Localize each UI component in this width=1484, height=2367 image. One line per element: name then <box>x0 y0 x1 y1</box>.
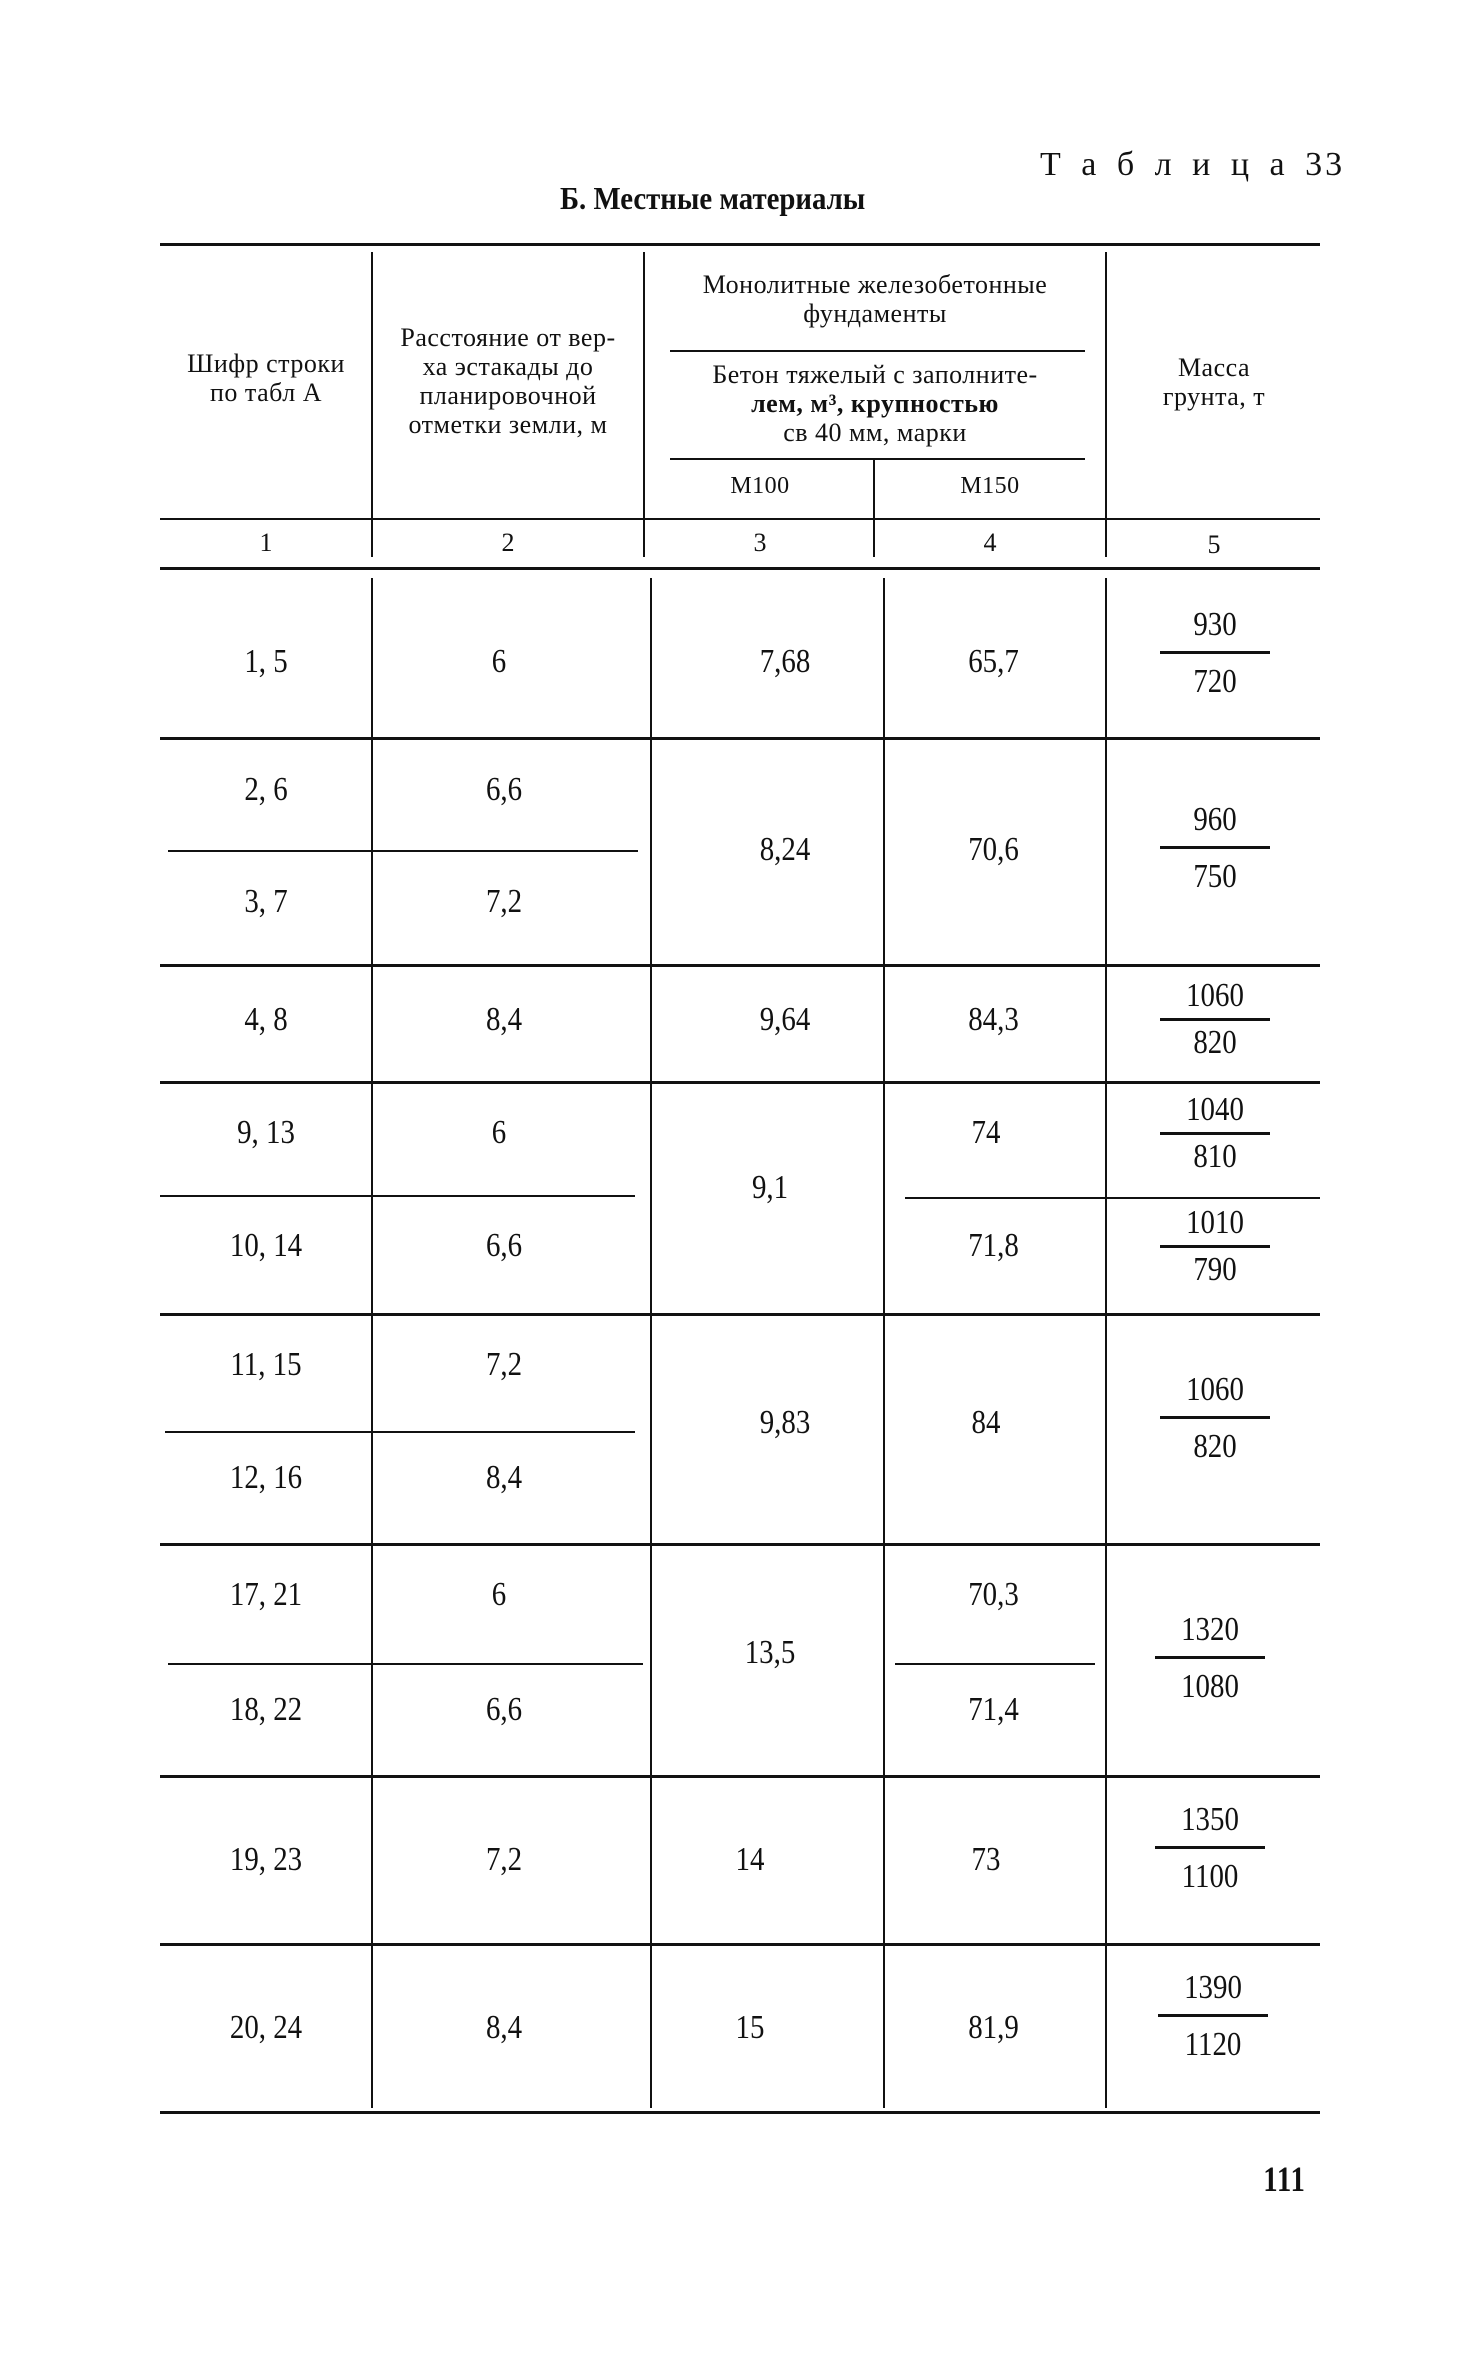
cell-code: 4, 8 <box>244 1001 288 1038</box>
cell-mass-fraction <box>1143 1968 1283 2065</box>
header-rule <box>670 350 1085 352</box>
cell-mass-fraction <box>1140 1800 1280 1897</box>
header-text: Монолитные железобетонные <box>702 270 1048 299</box>
header-col-m150: М150 <box>960 473 1020 499</box>
mass-value-2: 820 <box>1193 1428 1237 1465</box>
cell-code: 3, 7 <box>244 883 288 920</box>
header-text: отметки земли, м <box>408 410 608 439</box>
header-rule <box>670 458 1085 460</box>
header-text: Шифр строки <box>187 349 345 378</box>
cell-m100-merged: 9,83 <box>759 1404 811 1441</box>
cell-distance: 7,2 <box>485 1841 523 1878</box>
cell-distance: 8,4 <box>485 1459 523 1496</box>
cell-code: 17, 21 <box>229 1576 303 1613</box>
fraction-bar <box>1160 1245 1270 1248</box>
header-text: по табл А <box>210 378 322 407</box>
column-divider <box>883 578 885 2108</box>
header-text: Расстояние от вер- <box>400 323 616 352</box>
cell-code: 20, 24 <box>229 2009 303 2046</box>
header-col-mass <box>1108 353 1320 411</box>
header-text: Бетон тяжелый с заполните- <box>712 360 1038 389</box>
mass-value-2: 720 <box>1193 663 1237 700</box>
header-bottom-rule <box>160 567 1320 570</box>
cell-m100: 9,64 <box>759 1001 811 1038</box>
header-text: грунта, т <box>1162 382 1266 411</box>
group-rule <box>160 1313 1320 1316</box>
cell-distance: 8,4 <box>485 1001 523 1038</box>
cell-distance: 7,2 <box>485 1346 523 1383</box>
cell-mass-fraction <box>1145 976 1285 1063</box>
page-number: 111 <box>1263 2159 1306 2199</box>
row-rule <box>895 1663 1095 1665</box>
cell-mass-fraction <box>1145 1090 1285 1177</box>
cell-mass-fraction <box>1145 1203 1285 1290</box>
cell-code: 18, 22 <box>229 1691 303 1728</box>
group-rule <box>160 737 1320 740</box>
cell-m150: 71,8 <box>968 1227 1019 1264</box>
cell-distance: 6 <box>491 1114 507 1151</box>
row-rule <box>165 1431 635 1433</box>
cell-distance: 6,6 <box>485 1691 523 1728</box>
header-text: ха эстакады до <box>422 352 594 381</box>
header-text: лем, м³, крупностью <box>751 389 999 418</box>
column-number: 5 <box>1207 530 1221 559</box>
cell-m150: 70,3 <box>968 1576 1019 1613</box>
mass-value-2: 1100 <box>1181 1858 1239 1895</box>
header-divider <box>1105 252 1107 557</box>
group-rule <box>160 1081 1320 1084</box>
cell-distance: 6,6 <box>485 1227 523 1264</box>
fraction-bar <box>1155 1846 1265 1849</box>
cell-code: 19, 23 <box>229 1841 303 1878</box>
row-rule <box>160 1195 635 1197</box>
cell-mass-fraction <box>1150 800 1280 897</box>
header-text: Масса <box>1177 353 1251 382</box>
mass-value-2: 820 <box>1193 1024 1237 1061</box>
cell-distance: 7,2 <box>485 883 523 920</box>
cell-distance: 8,4 <box>485 2009 523 2046</box>
cell-code: 10, 14 <box>229 1227 303 1264</box>
mass-value-1: 1060 <box>1186 1371 1244 1408</box>
row-rule <box>168 850 638 852</box>
mass-value-2: 810 <box>1193 1138 1237 1175</box>
header-col-distance <box>374 323 642 439</box>
cell-mass-fraction <box>1145 1370 1285 1467</box>
column-number: 2 <box>501 528 515 557</box>
cell-code: 12, 16 <box>229 1459 303 1496</box>
header-group-foundations <box>646 270 1104 328</box>
mass-value-2: 1120 <box>1184 2026 1242 2063</box>
mass-value-1: 1390 <box>1184 1969 1242 2006</box>
group-rule <box>160 1543 1320 1546</box>
header-subgroup-concrete <box>646 360 1104 447</box>
header-text: планировочной <box>419 381 597 410</box>
cell-mass-fraction <box>1140 1610 1280 1707</box>
group-rule <box>160 1943 1320 1946</box>
cell-code: 1, 5 <box>244 643 288 680</box>
header-divider <box>643 252 645 557</box>
group-rule <box>160 1775 1320 1778</box>
cell-m150-merged: 84 <box>971 1404 1001 1441</box>
section-title: Б. Местные материалы <box>560 180 866 216</box>
cell-distance: 6 <box>491 1576 507 1613</box>
mass-value-1: 960 <box>1193 801 1237 838</box>
fraction-bar <box>1160 1416 1270 1419</box>
mass-value-2: 790 <box>1193 1251 1237 1288</box>
cell-distance: 6 <box>491 643 507 680</box>
header-divider <box>371 252 373 557</box>
cell-m150: 84,3 <box>968 1001 1019 1038</box>
fraction-bar <box>1160 1132 1270 1135</box>
mass-value-2: 750 <box>1193 858 1237 895</box>
mass-value-1: 930 <box>1193 606 1237 643</box>
group-rule <box>160 964 1320 967</box>
header-col-code <box>162 349 370 407</box>
column-divider <box>371 578 373 2108</box>
cell-code: 11, 15 <box>230 1346 302 1383</box>
header-col-m100: М100 <box>730 473 790 499</box>
cell-mass-fraction <box>1150 605 1280 702</box>
cell-m100: 15 <box>735 2009 765 2046</box>
header-text: фундаменты <box>803 299 947 328</box>
column-number-rule <box>160 518 1320 520</box>
table-bottom-rule <box>160 2111 1320 2114</box>
cell-m150: 65,7 <box>968 643 1019 680</box>
column-divider <box>650 578 652 2108</box>
row-rule <box>168 1663 643 1665</box>
mass-value-2: 1080 <box>1181 1668 1239 1705</box>
cell-m150-merged: 70,6 <box>968 831 1019 868</box>
mass-value-1: 1040 <box>1186 1091 1244 1128</box>
column-number: 4 <box>983 528 997 557</box>
cell-m100: 7,68 <box>759 643 811 680</box>
fraction-bar <box>1155 1656 1265 1659</box>
cell-m150: 74 <box>971 1114 1001 1151</box>
cell-code: 9, 13 <box>237 1114 295 1151</box>
fraction-bar <box>1160 846 1270 849</box>
mass-value-1: 1010 <box>1186 1204 1244 1241</box>
cell-distance: 6,6 <box>485 771 523 808</box>
mass-value-1: 1320 <box>1181 1611 1239 1648</box>
mass-value-1: 1060 <box>1186 977 1244 1014</box>
column-divider <box>1105 578 1107 2108</box>
header-text: св 40 мм, марки <box>783 418 967 447</box>
fraction-bar <box>1160 1018 1270 1021</box>
cell-m100: 14 <box>735 1841 765 1878</box>
table-top-rule <box>160 243 1320 246</box>
mass-value-1: 1350 <box>1181 1801 1239 1838</box>
cell-m150: 71,4 <box>968 1691 1019 1728</box>
row-rule <box>905 1197 1320 1199</box>
cell-code: 2, 6 <box>244 771 288 808</box>
cell-m100-merged: 8,24 <box>759 831 811 868</box>
fraction-bar <box>1160 651 1270 654</box>
cell-m150: 73 <box>971 1841 1001 1878</box>
column-number: 3 <box>753 528 767 557</box>
cell-m100-merged: 9,1 <box>751 1169 789 1206</box>
cell-m150: 81,9 <box>968 2009 1019 2046</box>
column-number: 1 <box>259 528 273 557</box>
fraction-bar <box>1158 2014 1268 2017</box>
cell-m100-merged: 13,5 <box>744 1634 796 1671</box>
table-label: Т а б л и ц а 33 <box>1040 146 1346 183</box>
